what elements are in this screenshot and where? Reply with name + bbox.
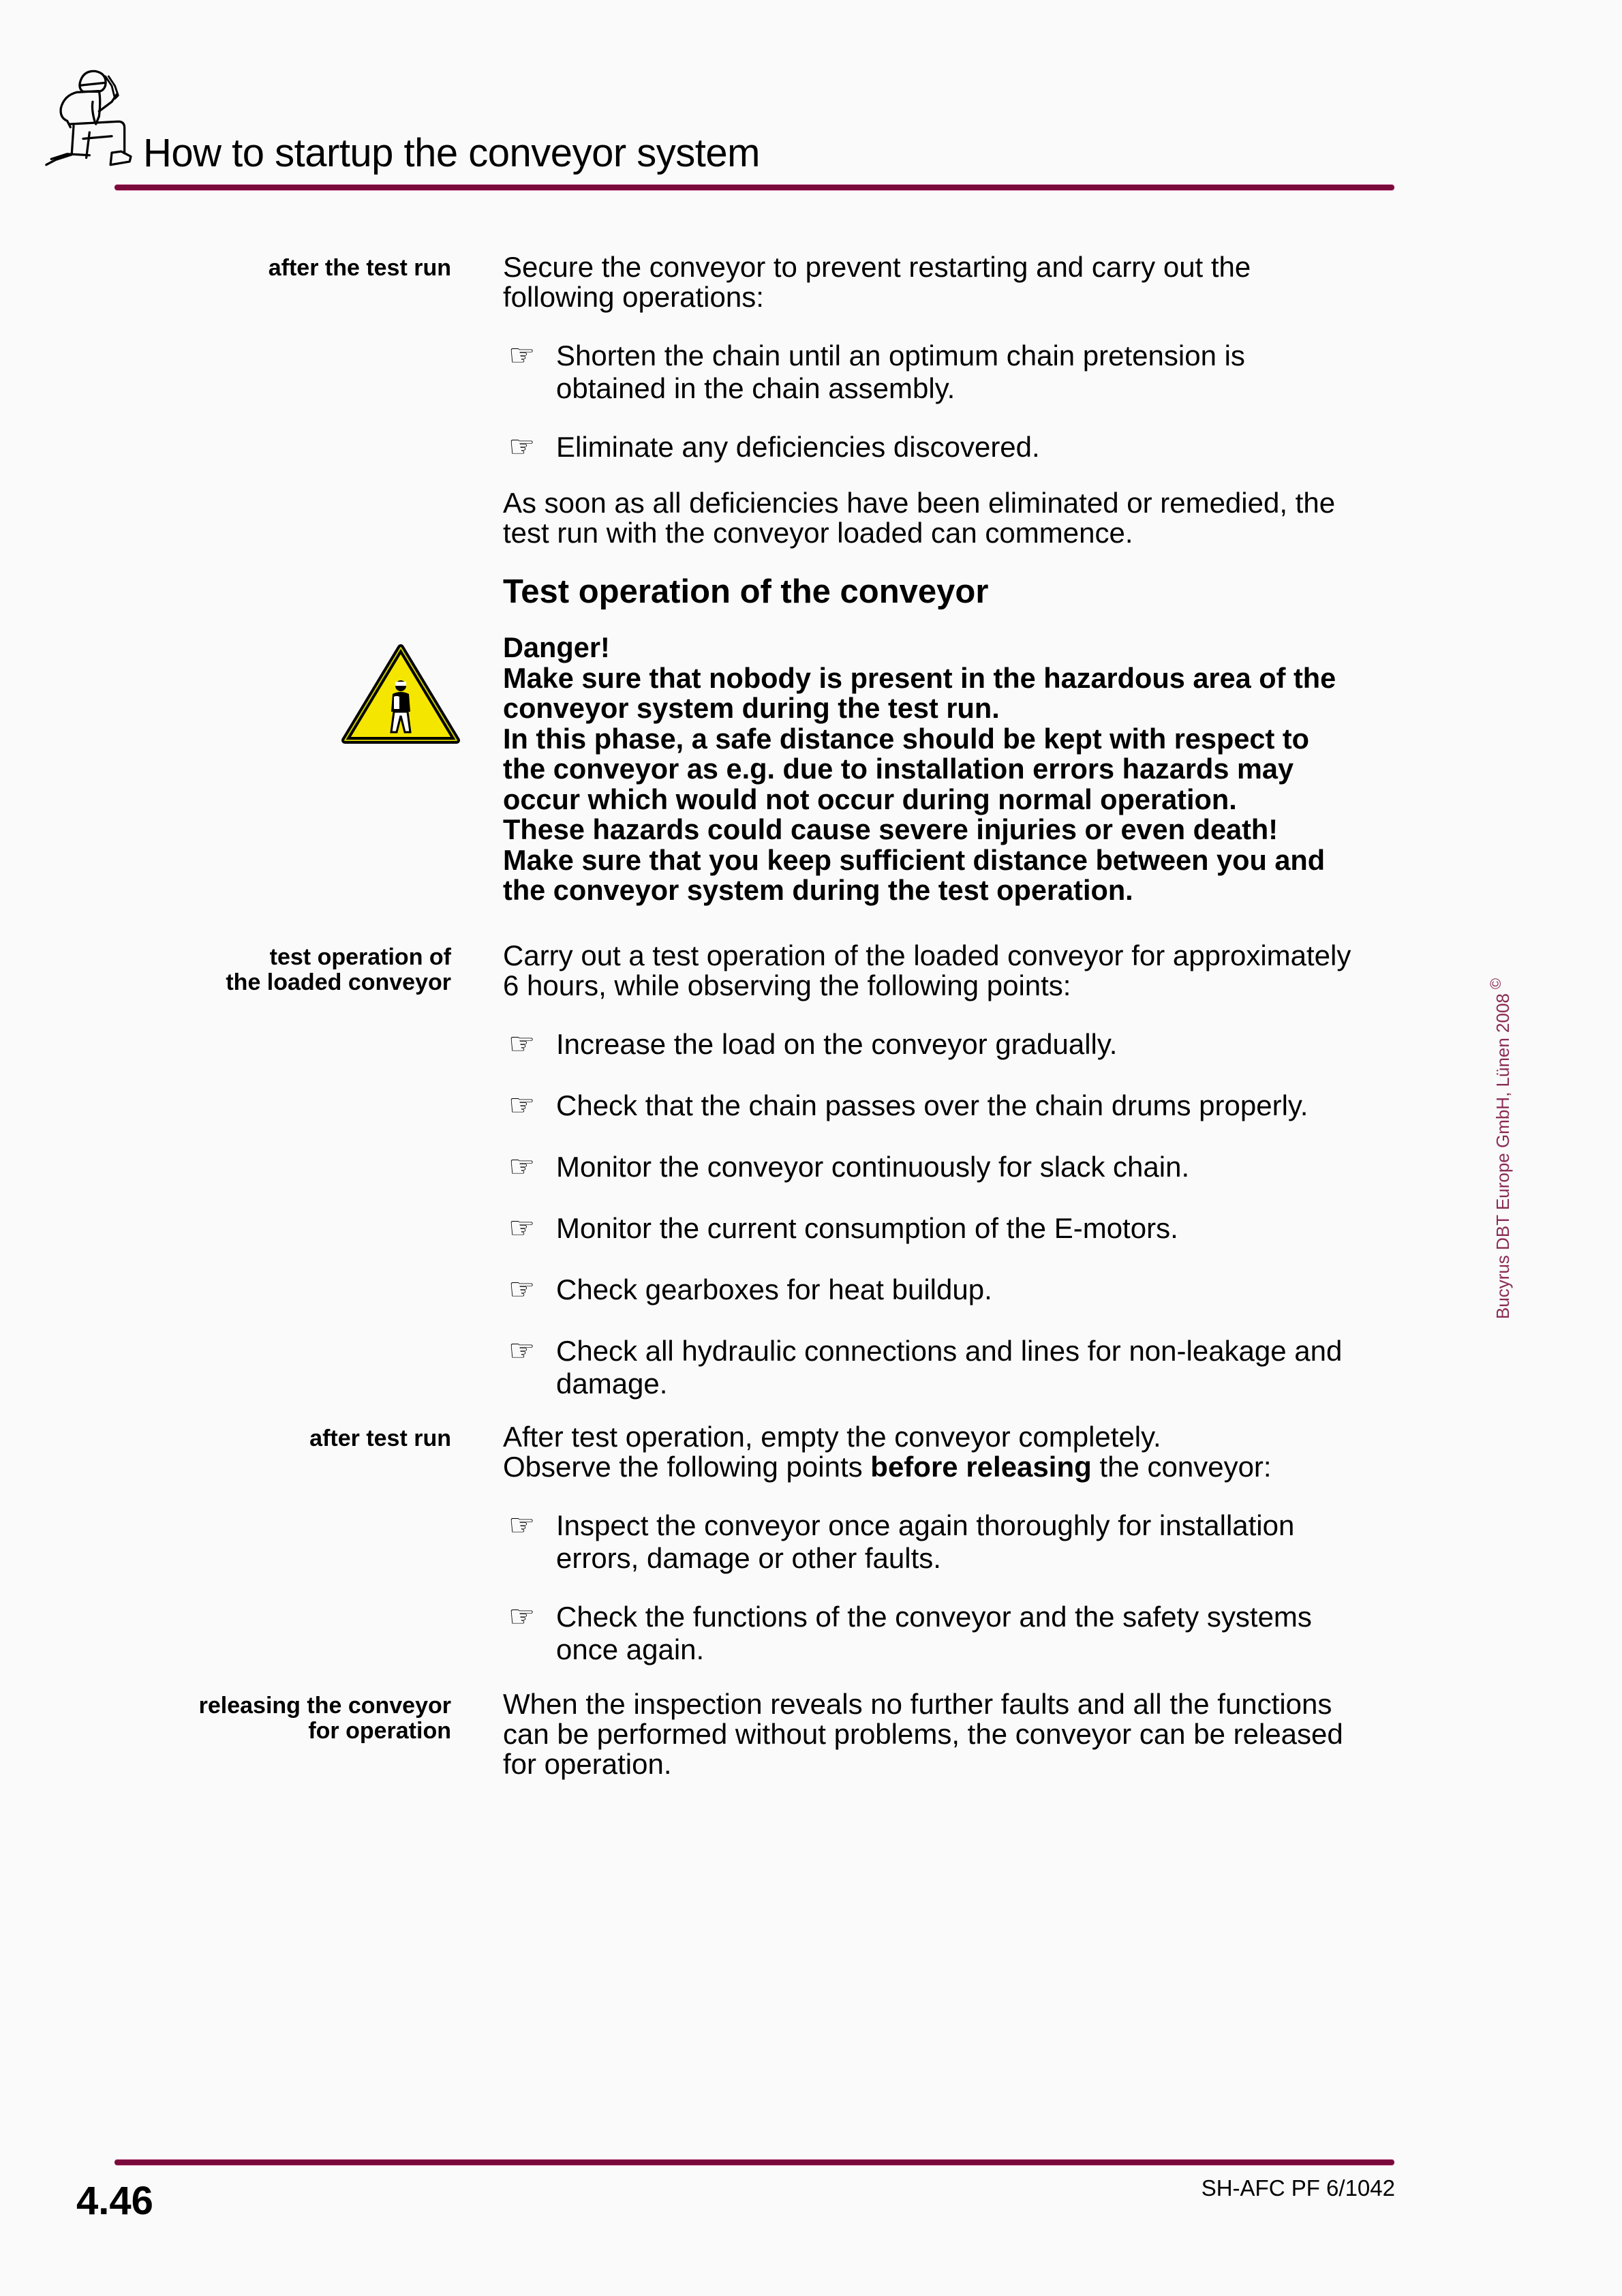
list-item-text: Check gearboxes for heat buildup.: [556, 1273, 992, 1305]
text-line: These hazards could cause severe injuries or even death!: [503, 813, 1279, 845]
text-line: In this phase, a safe distance should be kept with respect to: [503, 722, 1310, 755]
pointing-hand-icon: ☞: [508, 338, 536, 373]
text-line: for operation.: [503, 1748, 672, 1780]
margin-label-after-the-test-run: after the test run: [268, 255, 451, 281]
text-line: Make sure that nobody is present in the hazardous area of the: [503, 661, 1336, 694]
document-code: SH-AFC PF 6/1042: [1201, 2175, 1395, 2201]
list-item: [508, 1151, 1394, 1183]
pointing-hand-icon: ☞: [508, 1088, 536, 1123]
danger-warning-sign-icon: [341, 644, 461, 744]
label-line: test operation of: [269, 944, 451, 970]
margin-label-releasing: [165, 1693, 451, 1744]
text-line: Make sure that you keep sufficient distance between you and: [503, 843, 1326, 876]
pointing-hand-icon: ☞: [508, 1149, 536, 1184]
pointing-hand-icon: ☞: [508, 429, 536, 464]
list-item-text: errors, damage or other faults.: [556, 1542, 941, 1574]
copyright-text: Bucyrus DBT Europe GmbH, Lünen 2008: [1493, 993, 1513, 1319]
text-line: following operations:: [503, 281, 764, 313]
text-line: can be performed without problems, the conveyor can be released: [503, 1718, 1343, 1750]
text-line: [503, 1452, 1396, 1482]
list-item: [508, 339, 1394, 405]
list-item-text: Increase the load on the conveyor gradually.: [556, 1028, 1118, 1060]
header-divider: [114, 185, 1394, 190]
page-number: 4.46: [76, 2179, 153, 2223]
text-line: the conveyor as e.g. due to installation errors hazards may: [503, 753, 1294, 785]
text-run: the conveyor:: [1091, 1451, 1272, 1483]
list-item: [508, 1601, 1394, 1666]
margin-label-test-operation-loaded: [165, 945, 451, 995]
emphasis-text: before releasing: [870, 1451, 1092, 1483]
section-closing: [503, 488, 1396, 548]
pointing-hand-icon: ☞: [508, 1211, 536, 1245]
pointing-hand-icon: ☞: [508, 1027, 536, 1061]
pointing-hand-icon: ☞: [508, 1272, 536, 1307]
list-item: [508, 1335, 1394, 1400]
list-item: [508, 1509, 1394, 1575]
text-line: the conveyor system during the test operation.: [503, 874, 1133, 906]
text-line: test run with the conveyor loaded can commence.: [503, 517, 1133, 549]
list-item-text: Check all hydraulic connections and lines for non-leakage and: [556, 1335, 1343, 1367]
section-intro: [503, 941, 1396, 1001]
text-run: Observe the following points: [503, 1451, 871, 1483]
page-title: How to startup the conveyor system: [143, 131, 760, 175]
list-item-text: Monitor the current consumption of the E-motors.: [556, 1212, 1178, 1244]
pointing-hand-icon: ☞: [508, 1508, 536, 1543]
text-line: occur which would not occur during normal operation.: [503, 783, 1237, 815]
section-intro: [503, 252, 1396, 312]
pointing-hand-icon: ☞: [508, 1599, 536, 1634]
text-line: 6 hours, while observing the following points:: [503, 969, 1071, 1001]
text-line: When the inspection reveals no further faults and all the functions: [503, 1688, 1332, 1720]
list-item-text: Monitor the conveyor continuously for slack chain.: [556, 1151, 1190, 1183]
label-line: for operation: [308, 1718, 451, 1744]
text-line: After test operation, empty the conveyor completely.: [503, 1421, 1161, 1453]
text-line: As soon as all deficiencies have been eliminated or remedied, the: [503, 487, 1336, 519]
footer-divider: [114, 2160, 1394, 2165]
list-item-text: once again.: [556, 1633, 705, 1665]
section-body: [503, 1689, 1396, 1779]
list-item: [508, 1089, 1394, 1122]
list-item-text: Shorten the chain until an optimum chain pretension is: [556, 339, 1245, 372]
copyright-symbol: ©: [1487, 978, 1504, 990]
list-item: [508, 431, 1394, 464]
list-item-text: Check the functions of the conveyor and the safety systems: [556, 1601, 1312, 1633]
list-item-text: Eliminate any deficiencies discovered.: [556, 431, 1040, 463]
section-intro: [503, 1422, 1396, 1482]
list-item: [508, 1273, 1394, 1306]
margin-label-after-test-run: after test run: [309, 1425, 451, 1451]
list-item: [508, 1212, 1394, 1245]
list-item: [508, 1028, 1394, 1061]
text-line: Carry out a test operation of the loaded conveyor for approximately: [503, 939, 1351, 971]
list-item-text: Inspect the conveyor once again thoroughly for installation: [556, 1509, 1295, 1541]
copyright-notice: [1487, 978, 1514, 1319]
section-heading: Test operation of the conveyor: [503, 573, 989, 610]
danger-title: Danger!: [503, 631, 610, 663]
text-line: Secure the conveyor to prevent restarting and carry out the: [503, 251, 1251, 283]
list-item-text: Check that the chain passes over the chain drums properly.: [556, 1089, 1309, 1121]
list-item-text: damage.: [556, 1368, 668, 1400]
danger-warning-text: [503, 633, 1409, 906]
pointing-hand-icon: ☞: [508, 1333, 536, 1368]
list-item-text: obtained in the chain assembly.: [556, 372, 955, 404]
label-line: the loaded conveyor: [226, 969, 451, 995]
kneeling-worker-icon: [45, 61, 140, 177]
text-line: conveyor system during the test run.: [503, 692, 1000, 724]
label-line: releasing the conveyor: [198, 1693, 451, 1719]
